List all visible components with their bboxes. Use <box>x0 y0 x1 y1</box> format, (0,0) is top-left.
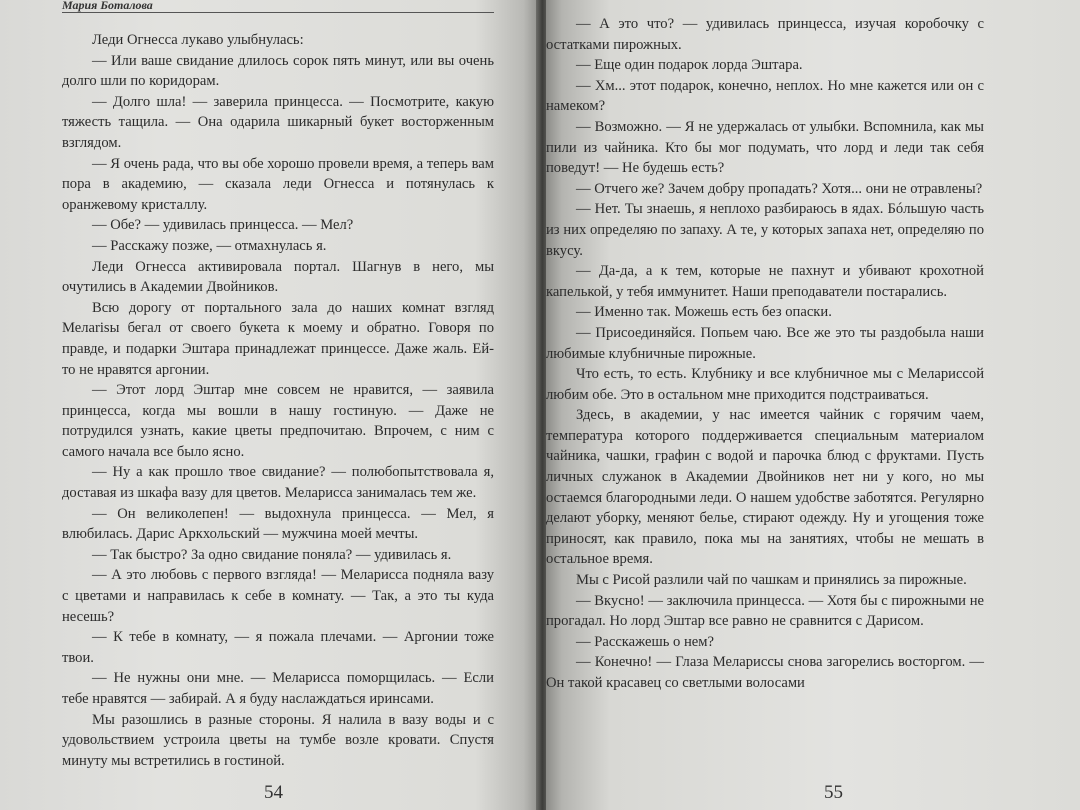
paragraph: — Не нужны они мне. — Меларисса поморщилась. — Если тебе нравятся — забирай. А я буду наслаждаться иринсами. <box>62 670 494 707</box>
paragraph: — Возможно. — Я не удержалась от улыбки. Вспомнила, как мы пили из чайника. Кто бы мог подумать, что лорд и леди так себя поведут! — Не будешь есть? <box>546 118 984 177</box>
right-page-text <box>546 14 984 694</box>
right-page <box>546 0 1080 810</box>
paragraph: — Конечно! — Глаза Мелариссы снова загорелись восторгом. — Он такой красавец со светлыми волосами <box>546 654 984 691</box>
paragraph: — Отчего же? Зачем добру пропадать? Хотя... они не отравлены? <box>576 180 983 197</box>
paragraph: — Именно так. Можешь есть без опаски. <box>576 304 832 321</box>
paragraph: — Так быстро? За одно свидание поняла? — удивилась я. <box>92 546 452 563</box>
paragraph: — Присоединяйся. Попьем чаю. Все же это ты раздобыла наши любимые клубничные пирожные. <box>546 324 984 362</box>
paragraph: — Расскажешь о нем? <box>576 633 714 650</box>
paragraph: Мы разошлись в разные стороны. Я налила в вазу воды и с удовольствием устроила цветы на тумбе возле кровати. Спустя минуту мы встретились в гостиной. <box>62 711 494 769</box>
paragraph: — Обе? — удивилась принцесса. — Мел? <box>92 217 354 234</box>
paragraph: — Вкусно! — заключила принцесса. — Хотя бы с пирожными не прогадал. Но лорд Эштар все равно не сравнится с Дарисом. <box>546 592 984 630</box>
paragraph: Всю дорогу от портального зала до наших комнат взгляд Мелarisы бегал от своего букета к моему и обратно. Говоря по правде, и подарки Эштара принадлежат принцессе. Даже жаль. Ей-то не нравятся аргонии. <box>62 299 494 378</box>
paragraph: — Или ваше свидание длилось сорок пять минут, или вы очень долго шли по коридорам. <box>62 52 494 90</box>
paragraph: — Этот лорд Эштар мне совсем не нравится, — заявила принцесса, когда мы вошли в нашу гостиную. — Даже не потрудился узнать, какие цветы предпочитаю. Впрочем, с ним с самого начала все было ясно. <box>62 382 494 460</box>
paragraph: Здесь, в академии, у нас имеется чайник с горячим чаем, температура которого поддерживается специальным материалом чайника, чашки, графин с водой и парочка блюд с фруктами. Пусть личных служанок в Академии Двойников нет ни у кого, но мы остаемся благородными леди. О нашем удобстве заботятся. Регулярно делают уборку, меняют белье, стирают одежду. Ну и угощения тоже приносят, как правило, пока мы на занятиях, чтобы не мешать в остальное время. <box>546 407 984 568</box>
paragraph: — А это что? — удивилась принцесса, изучая коробочку с остатками пирожных. <box>546 16 984 53</box>
paragraph: Леди Огнесса лукаво улыбнулась: <box>92 32 304 48</box>
paragraph: — Да-да, а к тем, которые не пахнут и убивают крохотной капелькой, у тебя иммунитет. Наши преподаватели постарались. <box>546 263 984 300</box>
page-number-right: 55 <box>824 782 843 803</box>
paragraph: — К тебе в комнату, — я пожала плечами. — Аргонии тоже твои. <box>62 629 494 666</box>
paragraph: — Нет. Ты знаешь, я неплохо разбираюсь в ядах. Бóльшую часть из них определяю по запаху. А те, у которых запаха нет, определяю по вкусу. <box>546 201 984 259</box>
paragraph: Мы с Рисой разлили чай по чашкам и принялись за пирожные. <box>576 572 967 589</box>
paragraph: — Долго шла! — заверила принцесса. — Посмотрите, какую тяжесть тащила. — Она одарила шикарный букет восторженным взглядом. <box>62 93 494 151</box>
paragraph: — А это любовь с первого взгляда! — Меларисса подняла вазу с цветами и направилась к себе в комнату. — Так, а это ты куда несешь? <box>62 567 494 625</box>
paragraph: — Хм... этот подарок, конечно, неплох. Но мне кажется или он с намеком? <box>546 77 984 115</box>
paragraph: — Ну а как прошло твое свидание? — полюбопытствовала я, доставая из шкафа вазу для цветов. Меларисса занималась тем же. <box>62 464 494 502</box>
paragraph: Леди Огнесса активировала портал. Шагнув в него, мы очутились в Академии Двойников. <box>62 258 494 296</box>
paragraph: — Он великолепен! — выдохнула принцесса. — Мел, я влюбилась. Дарис Аркхольский — мужчина моей мечты. <box>62 505 494 543</box>
paragraph: — Я очень рада, что вы обе хорошо провели время, а теперь вам пора в академию, — сказала леди Огнесса и потянулась к оранжевому кристаллу. <box>62 155 494 213</box>
left-page-text <box>62 30 494 771</box>
paragraph: Что есть, то есть. Клубнику и все клубничное мы с Мелариссой любим обе. Это в остальном мне приходится подстраиваться. <box>546 366 984 403</box>
page-number-left: 54 <box>264 782 283 803</box>
paragraph: — Еще один подарок лорда Эштара. <box>576 57 803 74</box>
paragraph: — Расскажу позже, — отмахнулась я. <box>92 237 327 254</box>
running-head: Мария Боталова <box>62 0 494 13</box>
